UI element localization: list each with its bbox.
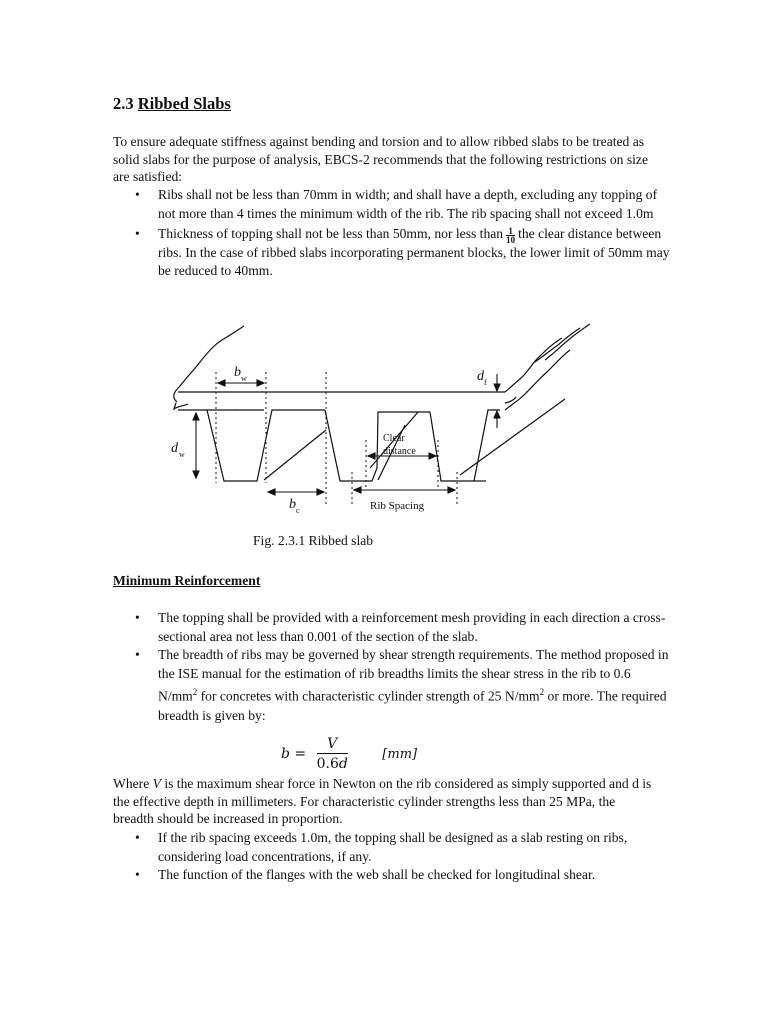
bw-label: b [234, 365, 241, 380]
list-item: • Ribs shall not be less than 70mm in width; and shall have a depth, excluding any topping of not more than 4 times the minimum width of the rib. The rib spacing shall not exceed 1.0m [135, 187, 658, 221]
subsection-heading: Minimum Reinforcement [113, 573, 261, 588]
svg-text:w: w [179, 450, 185, 459]
list-item: • If the rib spacing exceeds 1.0m, the topping shall be designed as a slab resting on ribs, considering load concentrations, if any. [135, 830, 628, 864]
rib-breadth-formula: b = $\frac{V}{0.6d}$ [mm] [281, 736, 418, 772]
bullet-icon: • [135, 830, 140, 845]
size-requirements-list [113, 186, 673, 281]
list-item: • Thickness of topping shall not be less than 50mm, nor less than $\frac{1}{10}$ the clear distance between ribs. In the case of ribbed slabs incorporating permanent blocks, the lower limit of 50mm may be reduced to 40mm. [135, 225, 670, 279]
bullet-icon: • [135, 226, 140, 242]
intro-paragraph: To ensure adequate stiffness against bending and torsion and to allow ribbed slabs to be treated as solid slabs for the purpose of analysis, EBCS-2 recommends that the following restrictions on size are satisfied: [113, 134, 648, 185]
section-title: Ribbed Slabs [137, 94, 231, 113]
list-item: • The breadth of ribs may be governed by shear strength requirements. The method proposed in the ISE manual for the estimation of rib breadths limits the shear stress in the rib to 0.6 $N/mm^2$ for concretes with characteristic cylinder strength of 25 $N/mm^2$ or more. The required breadth is given by: [135, 647, 669, 723]
svg-text:c: c [296, 506, 300, 515]
rib-spacing-label: Rib Spacing [370, 500, 425, 512]
ribbed-slab-diagram [160, 318, 620, 523]
bc-label: b [289, 497, 296, 512]
figure-caption: Fig. 2.3.1 Ribbed slab [253, 533, 374, 548]
clear-label: Clear [383, 433, 405, 444]
reinforcement-list [113, 609, 673, 725]
bullet-icon: • [135, 867, 140, 883]
bullet-icon: • [135, 187, 140, 202]
svg-text:w: w [241, 374, 247, 383]
bullet-icon: • [135, 610, 140, 625]
dw-label: d [171, 441, 178, 456]
topping-list [113, 829, 673, 885]
break-line-left [174, 326, 244, 402]
df-label: d [477, 369, 484, 384]
fraction-one-tenth: $\frac{1}{10}$ [506, 225, 516, 245]
section-number: 2.3 [113, 94, 134, 113]
svg-text:f: f [484, 378, 487, 387]
bullet-icon: • [135, 647, 140, 663]
section-heading [113, 94, 231, 114]
list-item: • The function of the flanges with the web shall be checked for longitudinal shear. [113, 866, 673, 885]
distance-label: distance [383, 446, 416, 457]
where-paragraph: Where V is the maximum shear force in Newton on the rib considered as simply supported and d is the effective depth in millimeters. For characteristic cylinder strengths less than 25 MPa, the breadth should be increased in proportion. [113, 776, 652, 827]
list-item: • The topping shall be provided with a reinforcement mesh providing in each direction a cross-sectional area not less than 0.001 of the section of the slab. [135, 610, 666, 644]
